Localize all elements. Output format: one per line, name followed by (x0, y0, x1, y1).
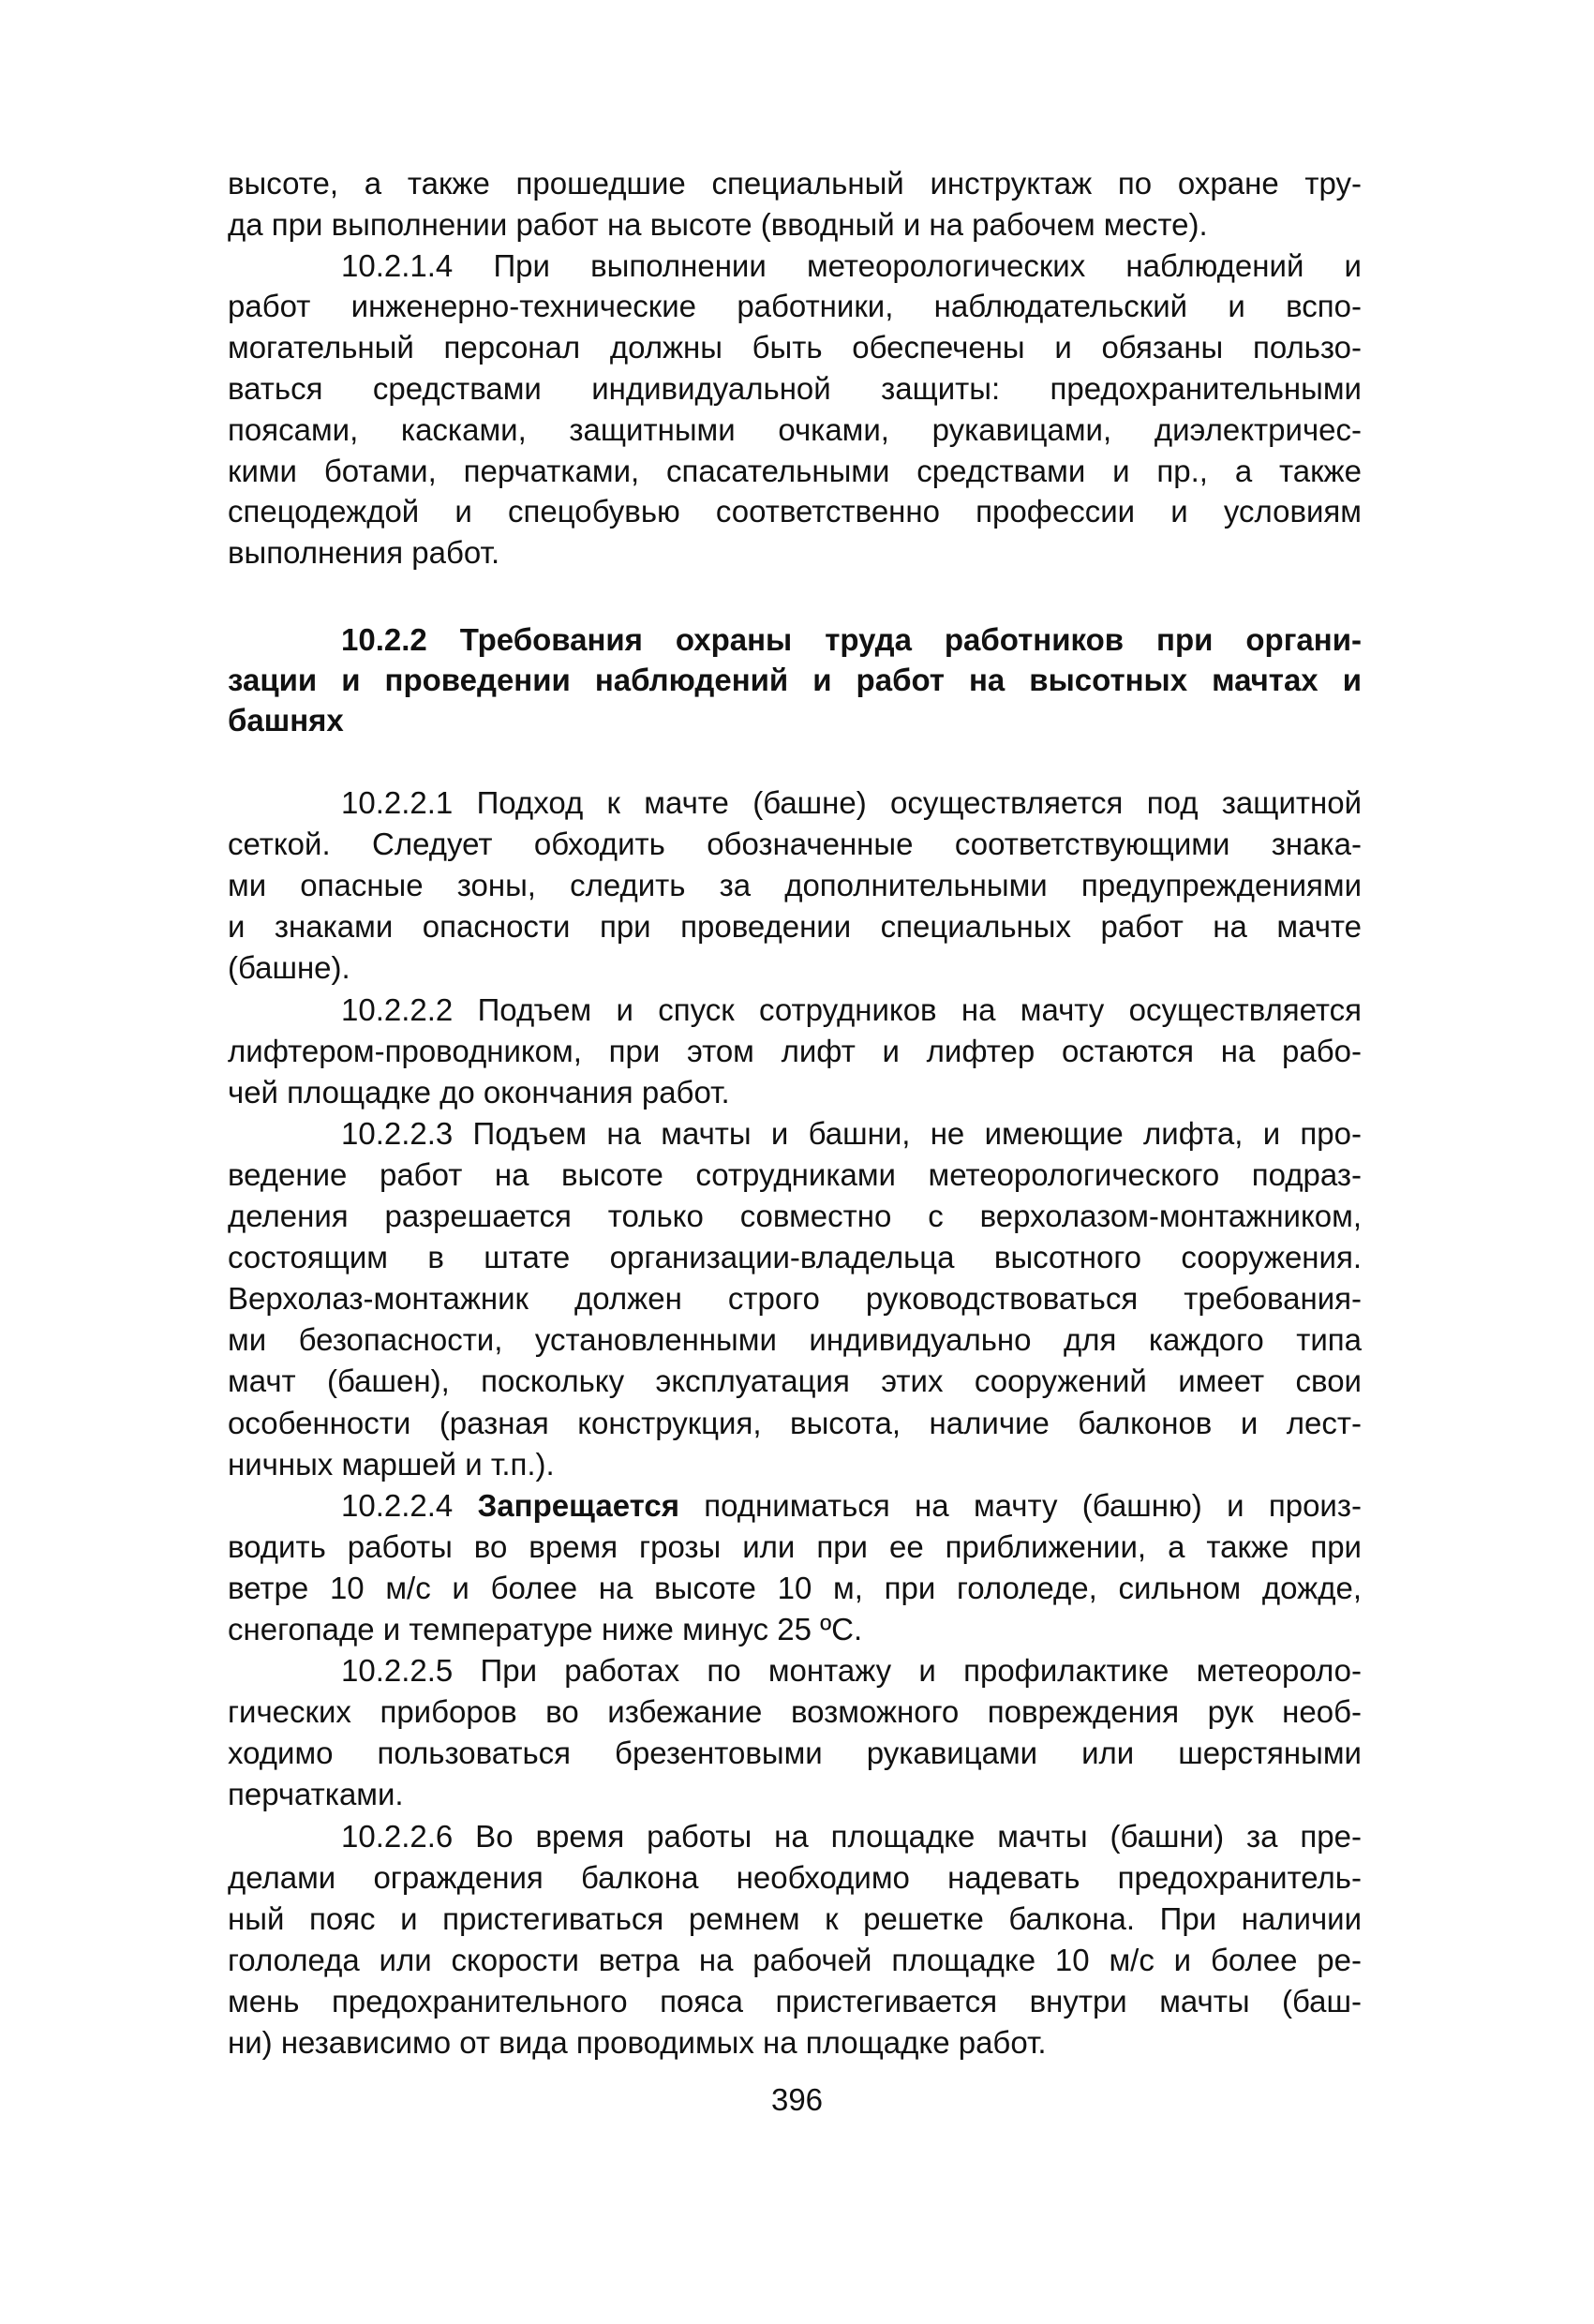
text-line: сеткой. Следует обходить обозначенные соответствующими знака- (228, 827, 1362, 862)
text-line: высоте, а также прошедшие специальный инструктаж по охране тру- (228, 166, 1362, 201)
text-span: подниматься на мачту (башню) и произ- (678, 1487, 1362, 1523)
text-line: ный пояс и пристегиваться ремнем к решетке балкона. При наличии (228, 1900, 1362, 1936)
text-line: поясами, касками, защитными очками, рукавицами, диэлектричес- (228, 411, 1362, 447)
text-line: 10.2.2.6 Во время работы на площадке мачты (башни) за пре- (341, 1818, 1362, 1854)
text-line: спецодеждой и спецобувью соответственно профессии и условиям (228, 494, 1362, 529)
text-line: состоящим в штате организации-владельца высотного сооружения. (228, 1240, 1362, 1275)
text-line: ми опасные зоны, следить за дополнительными предупреждениями (228, 868, 1362, 903)
text-line: ни) независимо от вида проводимых на площадке работ. (228, 2025, 1047, 2060)
text-line: чей площадке до окончания работ. (228, 1074, 730, 1110)
text-line: ветре 10 м/с и более на высоте 10 м, при гололеде, сильном дожде, (228, 1570, 1362, 1605)
text-line: особенности (разная конструкция, высота, наличие балконов и лест- (228, 1405, 1362, 1440)
text-line: 10.2.2 Требования охраны труда работников при органи- (341, 622, 1362, 657)
text-line: да при выполнении работ на высоте (вводный и на рабочем месте). (228, 206, 1208, 242)
text-line: выполнения работ. (228, 535, 500, 571)
page-number: 396 (770, 2082, 824, 2117)
text-line: кими ботами, перчатками, спасательными средствами и пр., а также (228, 453, 1362, 488)
text-line: 10.2.2.2 Подъем и спуск сотрудников на мачту осуществляется (341, 991, 1362, 1027)
text-line: ходимо пользоваться брезентовыми рукавицами или шерстяными (228, 1736, 1362, 1771)
text-line: мачт (башен), поскольку эксплуатация этих сооружений имеет свои (228, 1363, 1362, 1399)
text-line: гололеда или скорости ветра на рабочей площадке 10 м/с и более ре- (228, 1942, 1362, 1977)
text-line (341, 1485, 1362, 1527)
text-line: лифтером-проводником, при этом лифт и лифтер остаются на рабо- (228, 1033, 1362, 1068)
text-line: Верхолаз-монтажник должен строго руководствоваться требования- (228, 1281, 1362, 1317)
text-line: водить работы во время грозы или при ее приближении, а также при (228, 1528, 1362, 1564)
text-line: делами ограждения балкона необходимо надевать предохранитель- (228, 1859, 1362, 1895)
text-line: ведение работ на высоте сотрудниками метеорологического подраз- (228, 1156, 1362, 1192)
text-line: ничных маршей и т.п.). (228, 1446, 555, 1482)
text-line: и знаками опасности при проведении специальных работ на мачте (228, 909, 1362, 945)
text-line: башнях (228, 702, 344, 737)
text-line: (башне). (228, 950, 350, 986)
text-line: 10.2.2.5 При работах по монтажу и профилактике метеороло- (341, 1653, 1362, 1689)
text-line: мень предохранительного пояса пристегивается внутри мачты (баш- (228, 1983, 1362, 2019)
text-line: могательный персонал должны быть обеспечены и обязаны пользо- (228, 330, 1362, 365)
text-line: 10.2.1.4 При выполнении метеорологических наблюдений и (341, 247, 1362, 283)
text-span: 10.2.2.4 (341, 1487, 478, 1523)
text-line: снегопаде и температуре ниже минус 25 ºС. (228, 1612, 863, 1646)
text-line: ми безопасности, установленными индивидуально для каждого типа (228, 1322, 1362, 1358)
text-line: гических приборов во избежание возможного повреждения рук необ- (228, 1694, 1362, 1730)
text-line: работ инженерно-технические работники, наблюдательский и вспо- (228, 289, 1362, 324)
text-line: перчатками. (228, 1777, 404, 1812)
emphasis-text: Запрещается (477, 1487, 679, 1523)
text-line: деления разрешается только совместно с верхолазом-монтажником, (228, 1199, 1362, 1233)
text-line: ваться средствами индивидуальной защиты: предохранительными (228, 371, 1362, 406)
text-line: зации и проведении наблюдений и работ на высотных мачтах и (228, 662, 1362, 697)
text-line: 10.2.2.3 Подъем на мачты и башни, не имеющие лифта, и про- (341, 1115, 1362, 1151)
text-line: 10.2.2.1 Подход к мачте (башне) осуществляется под защитной (341, 785, 1362, 820)
